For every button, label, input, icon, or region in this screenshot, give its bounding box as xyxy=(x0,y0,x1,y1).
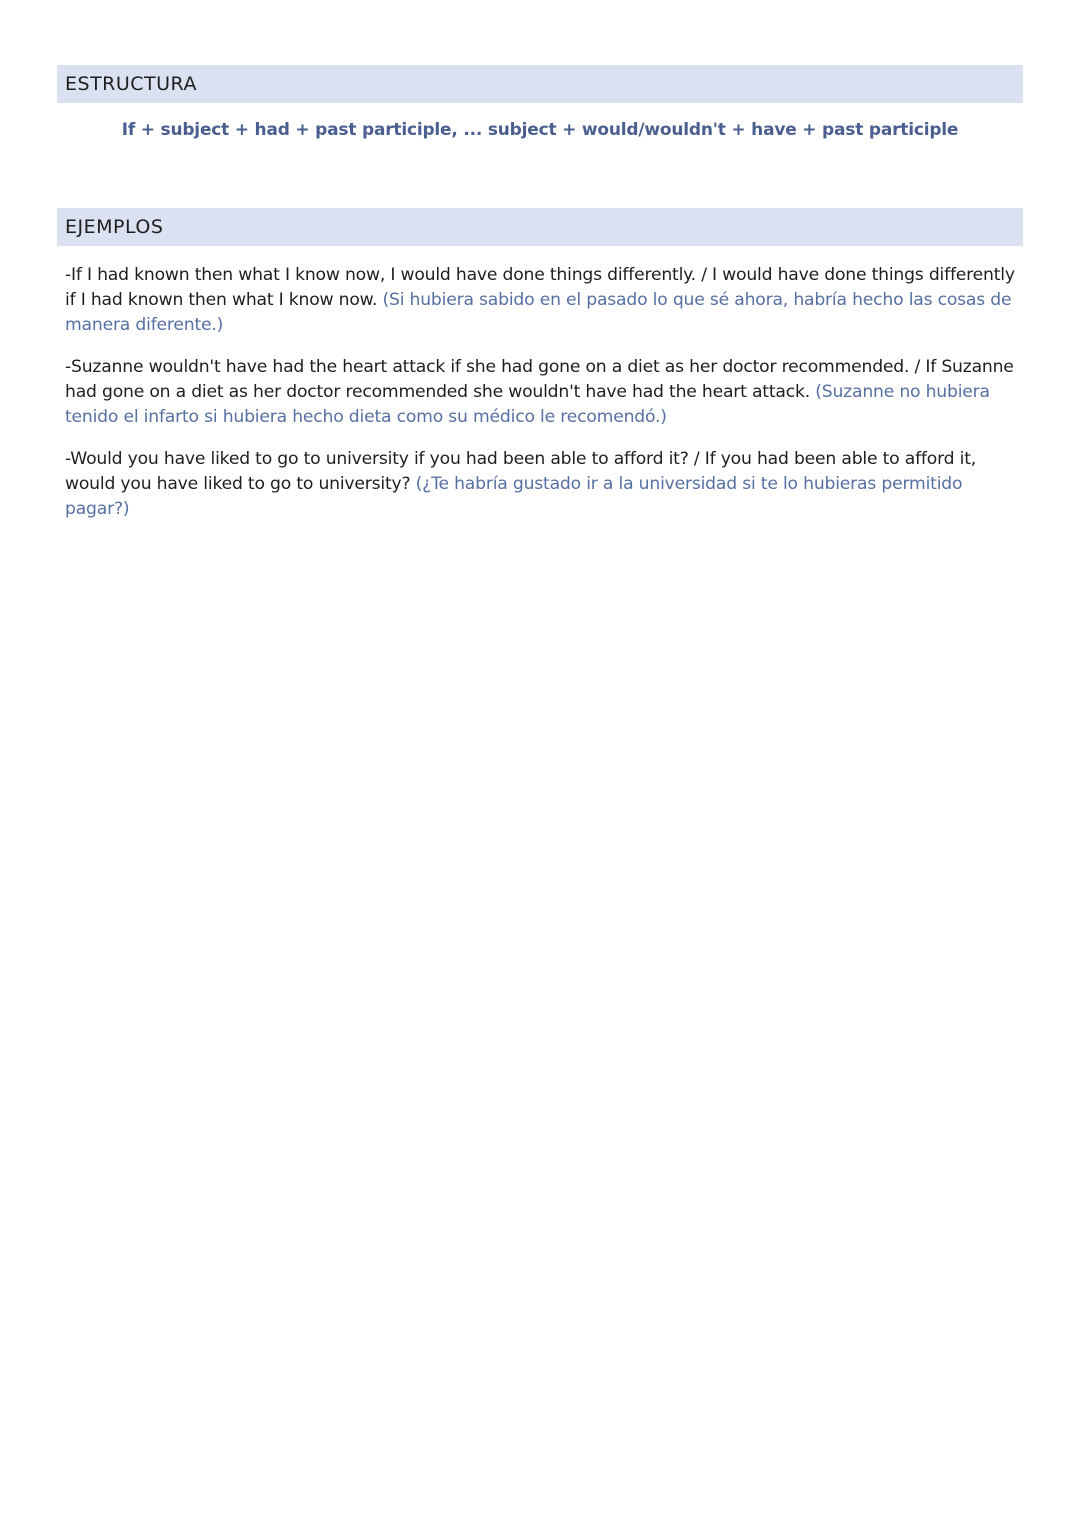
structure-formula: If + subject + had + past participle, ... subject + would/wouldn't + have + past participle xyxy=(121,120,959,140)
examples-list xyxy=(65,263,1020,539)
example-english: -If I had known then what I know now, I would have done things differently. / I would have done things differently if I had known then what I know now. xyxy=(65,265,1015,310)
example-english: -Suzanne wouldn't have had the heart attack if she had gone on a diet as her doctor recommended. / If Suzanne had gone on a diet as her doctor recommended she wouldn't have had the heart attack. xyxy=(65,357,1014,402)
example-spanish: (Suzanne no hubiera tenido el infarto si hubiera hecho dieta como su médico le recomendó.) xyxy=(65,382,990,427)
example-spanish: (Si hubiera sabido en el pasado lo que sé ahora, habría hecho las cosas de manera diferente.) xyxy=(65,290,1012,335)
example-english: -Would you have liked to go to university if you had been able to afford it? / If you had been able to afford it, would you have liked to go to university? xyxy=(65,449,977,494)
example-item xyxy=(65,447,1020,522)
example-item xyxy=(65,355,1020,430)
examples-header: EJEMPLOS xyxy=(57,208,1023,246)
example-spanish: (¿Te habría gustado ir a la universidad si te lo hubieras permitido pagar?) xyxy=(65,474,963,519)
example-item xyxy=(65,263,1020,338)
structure-header: ESTRUCTURA xyxy=(57,65,1023,103)
